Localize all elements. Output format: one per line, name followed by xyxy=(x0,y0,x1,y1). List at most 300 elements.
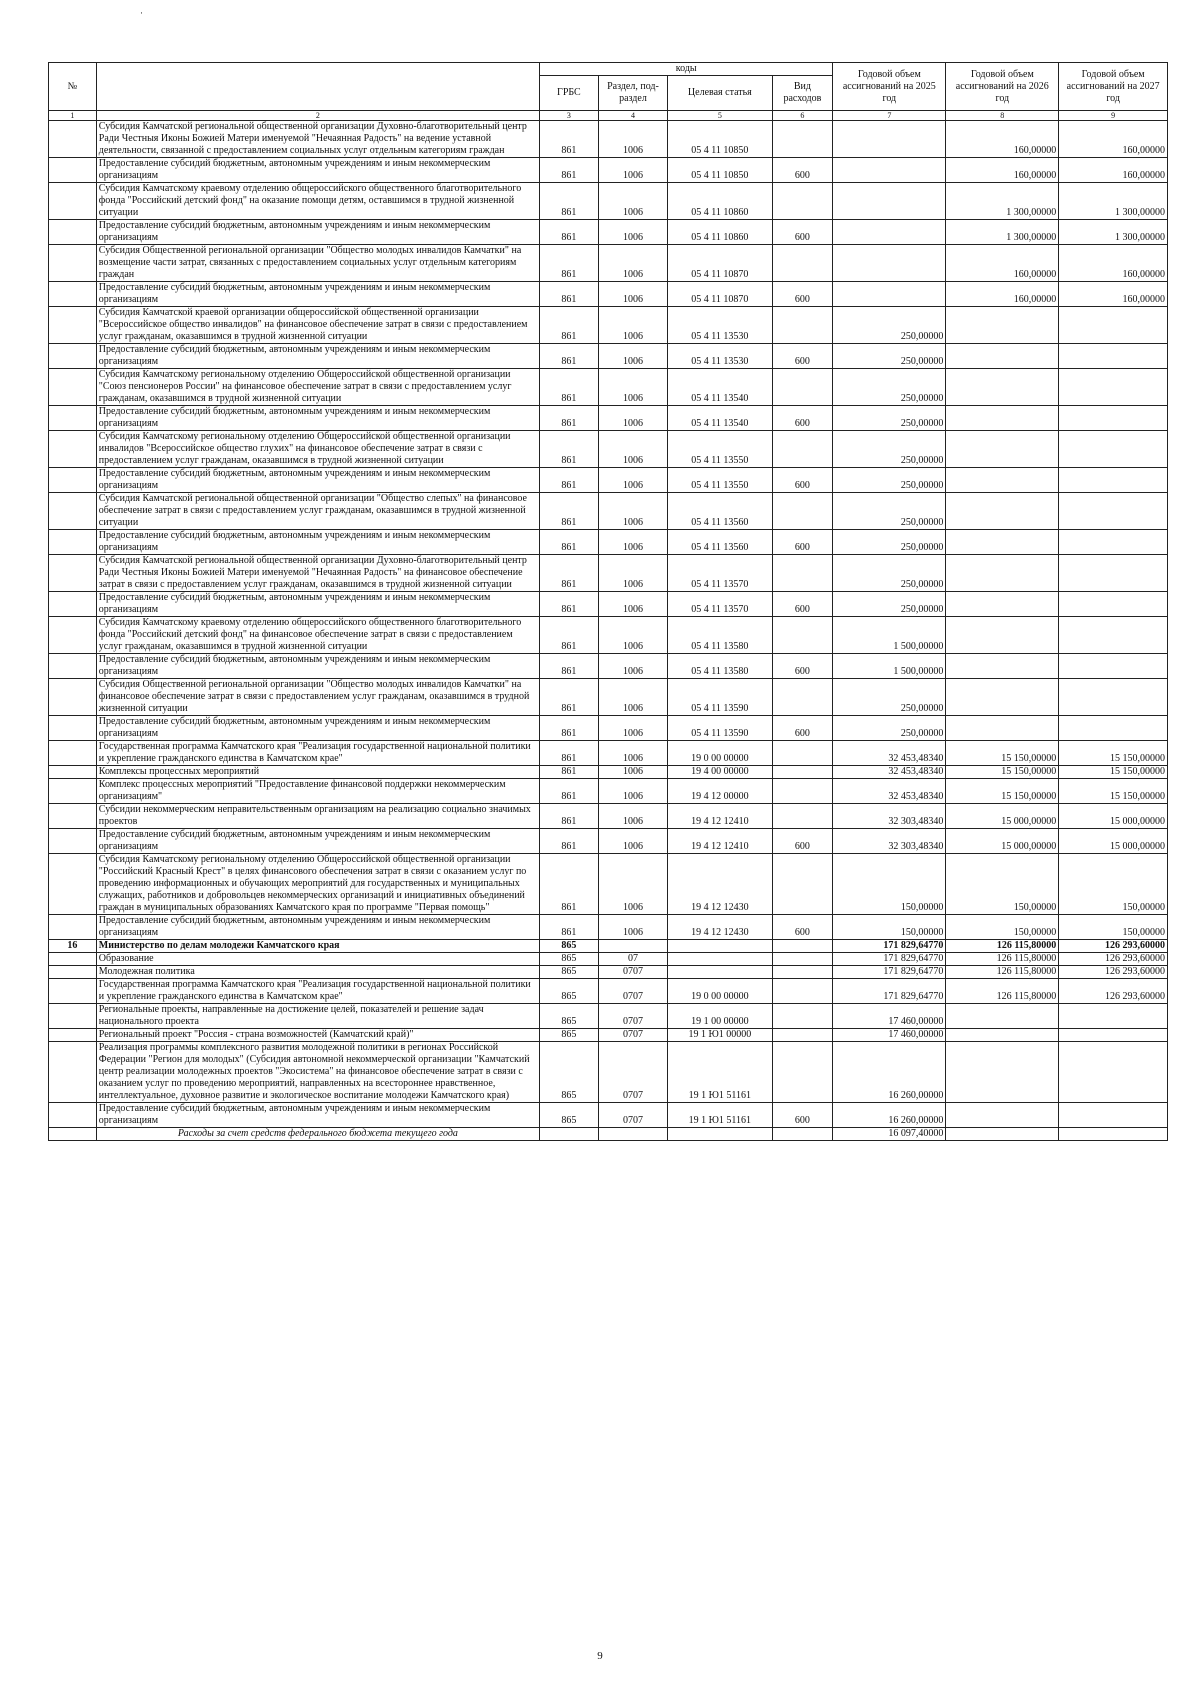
row-razdel: 0707 xyxy=(598,1004,668,1029)
row-name: Предоставление субсидий бюджетным, автономным учреждениям и иным некоммерческим организациям xyxy=(96,406,539,431)
row-vid xyxy=(772,979,833,1004)
row-amount-2027: 126 293,60000 xyxy=(1059,979,1168,1004)
header-2025: Годовой объем ассигнований на 2025 год xyxy=(833,63,946,111)
row-name: Предоставление субсидий бюджетным, автономным учреждениям и иным некоммерческим организациям xyxy=(96,468,539,493)
row-amount-2025: 32 453,48340 xyxy=(833,741,946,766)
row-razdel: 0707 xyxy=(598,1029,668,1042)
row-vid: 600 xyxy=(772,344,833,369)
row-vid xyxy=(772,245,833,282)
row-number xyxy=(49,716,97,741)
row-amount-2027: 160,00000 xyxy=(1059,158,1168,183)
row-amount-2027 xyxy=(1059,617,1168,654)
row-name: Образование xyxy=(96,953,539,966)
row-celevaya: 05 4 11 13580 xyxy=(668,617,772,654)
row-amount-2025: 32 303,48340 xyxy=(833,829,946,854)
row-amount-2026 xyxy=(946,654,1059,679)
row-name: Субсидия Камчатской региональной общественной организации Духовно-благотворительный центр Ради Честныя Иконы Божией Матери именуемой "Нечаянная Радость" на финансовое обеспечение затрат в связи с предоставлением услуг гражданам, оказавшимся в трудной жизненной ситуации xyxy=(96,555,539,592)
row-name: Субсидия Камчатскому региональному отделению Общероссийской общественной организации "Союз пенсионеров России" на финансовое обеспечение затрат в связи с предоставлением услуг гражданам, оказавшимся в трудной жизненной ситуации xyxy=(96,369,539,406)
table-row xyxy=(49,406,1168,431)
row-grbs: 861 xyxy=(540,183,599,220)
row-number xyxy=(49,282,97,307)
row-name: Субсидии некоммерческим неправительственным организациям на реализацию социально значимых проектов xyxy=(96,804,539,829)
row-amount-2025: 17 460,00000 xyxy=(833,1029,946,1042)
row-amount-2027: 1 300,00000 xyxy=(1059,220,1168,245)
row-amount-2026 xyxy=(946,716,1059,741)
row-amount-2026 xyxy=(946,592,1059,617)
row-grbs: 861 xyxy=(540,282,599,307)
table-row xyxy=(49,779,1168,804)
table-row xyxy=(49,766,1168,779)
row-amount-2025: 171 829,64770 xyxy=(833,953,946,966)
row-amount-2027: 160,00000 xyxy=(1059,121,1168,158)
row-amount-2025: 17 460,00000 xyxy=(833,1004,946,1029)
header-grbs: ГРБС xyxy=(540,76,599,111)
col-number: 1 xyxy=(49,111,97,121)
row-grbs: 861 xyxy=(540,779,599,804)
table-row xyxy=(49,183,1168,220)
row-vid: 600 xyxy=(772,592,833,617)
row-amount-2027: 15 150,00000 xyxy=(1059,766,1168,779)
row-vid xyxy=(772,617,833,654)
row-number xyxy=(49,220,97,245)
row-razdel: 1006 xyxy=(598,121,668,158)
row-razdel: 1006 xyxy=(598,344,668,369)
row-amount-2027 xyxy=(1059,493,1168,530)
row-name: Молодежная политика xyxy=(96,966,539,979)
row-amount-2027 xyxy=(1059,431,1168,468)
row-razdel: 1006 xyxy=(598,654,668,679)
row-grbs: 865 xyxy=(540,953,599,966)
row-amount-2027: 150,00000 xyxy=(1059,854,1168,915)
row-vid xyxy=(772,1042,833,1103)
row-amount-2026 xyxy=(946,1128,1059,1141)
table-row xyxy=(49,530,1168,555)
row-amount-2027: 126 293,60000 xyxy=(1059,940,1168,953)
row-number xyxy=(49,915,97,940)
header-num: № xyxy=(49,63,97,111)
row-amount-2026: 15 000,00000 xyxy=(946,804,1059,829)
row-number xyxy=(49,468,97,493)
row-amount-2025 xyxy=(833,220,946,245)
row-number xyxy=(49,1029,97,1042)
row-amount-2027 xyxy=(1059,555,1168,592)
row-amount-2026 xyxy=(946,344,1059,369)
row-celevaya: 19 1 00 00000 xyxy=(668,1004,772,1029)
row-vid: 600 xyxy=(772,468,833,493)
row-razdel: 1006 xyxy=(598,741,668,766)
row-amount-2026: 1 300,00000 xyxy=(946,183,1059,220)
row-amount-2025: 150,00000 xyxy=(833,915,946,940)
row-razdel: 1006 xyxy=(598,220,668,245)
row-celevaya: 19 4 12 12430 xyxy=(668,854,772,915)
row-grbs: 861 xyxy=(540,493,599,530)
row-razdel xyxy=(598,940,668,953)
row-number xyxy=(49,121,97,158)
header-vid: Вид расходов xyxy=(772,76,833,111)
row-grbs: 861 xyxy=(540,468,599,493)
row-razdel: 1006 xyxy=(598,716,668,741)
row-vid xyxy=(772,966,833,979)
table-row xyxy=(49,1103,1168,1128)
row-amount-2026: 15 150,00000 xyxy=(946,779,1059,804)
row-amount-2025 xyxy=(833,158,946,183)
row-amount-2027: 15 000,00000 xyxy=(1059,829,1168,854)
row-amount-2027 xyxy=(1059,716,1168,741)
row-razdel: 0707 xyxy=(598,1103,668,1128)
row-celevaya: 05 4 11 13530 xyxy=(668,307,772,344)
row-name: Государственная программа Камчатского края "Реализация государственной национальной политики и укрепление гражданского единства в Камчатском крае" xyxy=(96,741,539,766)
table-row xyxy=(49,829,1168,854)
table-row xyxy=(49,245,1168,282)
row-number xyxy=(49,183,97,220)
row-name: Субсидия Камчатской региональной общественной организации "Общество слепых" на финансовое обеспечение затрат в связи с предоставлением услуг гражданам, оказавшимся в трудной жизненной ситуации xyxy=(96,493,539,530)
row-vid xyxy=(772,1128,833,1141)
col-number: 5 xyxy=(668,111,772,121)
row-grbs: 861 xyxy=(540,307,599,344)
header-celevaya: Целевая статья xyxy=(668,76,772,111)
row-name: Предоставление субсидий бюджетным, автономным учреждениям и иным некоммерческим организациям xyxy=(96,158,539,183)
row-name: Субсидия Общественной региональной организации "Общество молодых инвалидов Камчатки" на возмещение части затрат, связанных с предоставлением социальных услуг отдельным категориям граждан xyxy=(96,245,539,282)
row-razdel: 1006 xyxy=(598,468,668,493)
row-amount-2026 xyxy=(946,617,1059,654)
row-vid xyxy=(772,1029,833,1042)
row-celevaya: 05 4 11 10870 xyxy=(668,282,772,307)
table-row xyxy=(49,493,1168,530)
col-number: 4 xyxy=(598,111,668,121)
header-razdel: Раздел, под-раздел xyxy=(598,76,668,111)
row-razdel: 1006 xyxy=(598,369,668,406)
row-vid xyxy=(772,953,833,966)
row-celevaya: 05 4 11 13570 xyxy=(668,592,772,617)
row-grbs: 861 xyxy=(540,220,599,245)
row-grbs: 861 xyxy=(540,555,599,592)
row-amount-2026: 150,00000 xyxy=(946,915,1059,940)
row-amount-2027 xyxy=(1059,530,1168,555)
row-number xyxy=(49,617,97,654)
row-amount-2026 xyxy=(946,468,1059,493)
row-grbs: 861 xyxy=(540,829,599,854)
row-amount-2026: 160,00000 xyxy=(946,245,1059,282)
row-name: Государственная программа Камчатского края "Реализация государственной национальной политики и укрепление гражданского единства в Камчатском крае" xyxy=(96,979,539,1004)
row-amount-2027 xyxy=(1059,592,1168,617)
row-amount-2027: 126 293,60000 xyxy=(1059,966,1168,979)
header-2026: Годовой объем ассигнований на 2026 год xyxy=(946,63,1059,111)
row-amount-2026 xyxy=(946,406,1059,431)
row-grbs: 865 xyxy=(540,979,599,1004)
header-codes: коды xyxy=(540,63,833,76)
row-celevaya: 19 4 12 00000 xyxy=(668,779,772,804)
row-razdel: 1006 xyxy=(598,245,668,282)
row-celevaya: 19 0 00 00000 xyxy=(668,979,772,1004)
row-name: Реализация программы комплексного развития молодежной политики в регионах Российской Федерации "Регион для молодых" (Субсидия автономной некоммерческой организации "Камчатский центр реализации молодежных проектов "Экосистема" на финансовое обеспечение затрат в связи с оказанием услуг по проведению мероприятий, направленных на всестороннее нравственное, интеллектуальное, духовное развитие и экологическое воспитание молодежи Камчатского края) xyxy=(96,1042,539,1103)
row-amount-2026 xyxy=(946,1029,1059,1042)
col-number: 6 xyxy=(772,111,833,121)
row-amount-2025: 16 260,00000 xyxy=(833,1103,946,1128)
row-celevaya xyxy=(668,940,772,953)
row-amount-2026 xyxy=(946,369,1059,406)
row-number xyxy=(49,829,97,854)
table-row xyxy=(49,220,1168,245)
row-vid: 600 xyxy=(772,829,833,854)
row-amount-2026: 160,00000 xyxy=(946,282,1059,307)
row-amount-2025 xyxy=(833,121,946,158)
row-number xyxy=(49,307,97,344)
row-celevaya xyxy=(668,953,772,966)
row-amount-2027: 1 300,00000 xyxy=(1059,183,1168,220)
row-grbs: 861 xyxy=(540,915,599,940)
table-row xyxy=(49,158,1168,183)
row-name: Комплексы процессных мероприятий xyxy=(96,766,539,779)
table-row xyxy=(49,854,1168,915)
row-vid xyxy=(772,555,833,592)
row-amount-2025: 250,00000 xyxy=(833,307,946,344)
row-number xyxy=(49,530,97,555)
table-row xyxy=(49,966,1168,979)
col-number: 8 xyxy=(946,111,1059,121)
row-razdel: 1006 xyxy=(598,915,668,940)
row-amount-2026 xyxy=(946,1042,1059,1103)
row-celevaya xyxy=(668,966,772,979)
row-amount-2027 xyxy=(1059,1103,1168,1128)
row-vid xyxy=(772,1004,833,1029)
row-amount-2027 xyxy=(1059,1029,1168,1042)
row-number xyxy=(49,966,97,979)
row-name: Предоставление субсидий бюджетным, автономным учреждениям и иным некоммерческим организациям xyxy=(96,654,539,679)
row-grbs: 861 xyxy=(540,592,599,617)
row-name: Предоставление субсидий бюджетным, автономным учреждениям и иным некоммерческим организациям xyxy=(96,915,539,940)
row-celevaya: 05 4 11 10870 xyxy=(668,245,772,282)
row-vid: 600 xyxy=(772,530,833,555)
row-razdel: 0707 xyxy=(598,1042,668,1103)
row-amount-2025 xyxy=(833,282,946,307)
row-vid xyxy=(772,307,833,344)
row-number xyxy=(49,1042,97,1103)
row-razdel: 1006 xyxy=(598,406,668,431)
row-amount-2025: 1 500,00000 xyxy=(833,617,946,654)
row-celevaya: 05 4 11 13590 xyxy=(668,679,772,716)
row-number xyxy=(49,741,97,766)
row-number xyxy=(49,679,97,716)
row-name: Субсидия Общественной региональной организации "Общество молодых инвалидов Камчатки" на финансовое обеспечение затрат в связи с предоставлением услуг гражданам, оказавшимся в трудной жизненной ситуации xyxy=(96,679,539,716)
header-2027: Годовой объем ассигнований на 2027 год xyxy=(1059,63,1168,111)
row-vid xyxy=(772,779,833,804)
row-amount-2027 xyxy=(1059,1004,1168,1029)
row-amount-2025: 250,00000 xyxy=(833,431,946,468)
row-number xyxy=(49,654,97,679)
row-vid: 600 xyxy=(772,716,833,741)
row-grbs: 861 xyxy=(540,804,599,829)
table-row xyxy=(49,344,1168,369)
row-name: Субсидия Камчатскому региональному отделению Общероссийской общественной организации "Российский Красный Крест" в целях финансового обеспечения затрат в связи с оказанием услуг по проведению информационных и обучающих мероприятий для государственных и муниципальных служащих, работников и добровольцев некоммерческих организаций и инициативных объединений граждан в муниципальных образованиях Камчатского края по программе "Первая помощь" xyxy=(96,854,539,915)
row-celevaya: 19 4 12 12410 xyxy=(668,829,772,854)
row-amount-2025: 250,00000 xyxy=(833,369,946,406)
table-row xyxy=(49,915,1168,940)
row-name: Предоставление субсидий бюджетным, автономным учреждениям и иным некоммерческим организациям xyxy=(96,592,539,617)
table-row xyxy=(49,431,1168,468)
row-celevaya: 05 4 11 13550 xyxy=(668,431,772,468)
row-celevaya: 05 4 11 10860 xyxy=(668,183,772,220)
row-vid: 600 xyxy=(772,220,833,245)
row-amount-2025: 32 453,48340 xyxy=(833,766,946,779)
row-razdel: 1006 xyxy=(598,804,668,829)
row-vid xyxy=(772,121,833,158)
row-amount-2026 xyxy=(946,431,1059,468)
row-razdel: 1006 xyxy=(598,158,668,183)
row-amount-2027 xyxy=(1059,406,1168,431)
row-amount-2025: 171 829,64770 xyxy=(833,966,946,979)
row-number xyxy=(49,953,97,966)
row-name: Региональные проекты, направленные на достижение целей, показателей и решение задач национального проекта xyxy=(96,1004,539,1029)
row-grbs: 865 xyxy=(540,1103,599,1128)
table-row xyxy=(49,1029,1168,1042)
row-amount-2027 xyxy=(1059,468,1168,493)
row-amount-2025: 16 260,00000 xyxy=(833,1042,946,1103)
row-celevaya: 05 4 11 13560 xyxy=(668,493,772,530)
row-celevaya xyxy=(668,1128,772,1141)
row-vid xyxy=(772,183,833,220)
page-number: 9 xyxy=(597,1650,603,1662)
table-row xyxy=(49,804,1168,829)
row-amount-2025: 250,00000 xyxy=(833,555,946,592)
row-grbs: 861 xyxy=(540,344,599,369)
table-row xyxy=(49,468,1168,493)
row-vid xyxy=(772,369,833,406)
row-razdel: 1006 xyxy=(598,779,668,804)
row-name: Субсидия Камчатскому региональному отделению Общероссийской общественной организации инвалидов "Всероссийское общество глухих" на финансовое обеспечение затрат в связи с предоставлением услуг гражданам, оказавшимся в трудной жизненной ситуации xyxy=(96,431,539,468)
row-amount-2026 xyxy=(946,679,1059,716)
row-vid: 600 xyxy=(772,282,833,307)
row-name: Министерство по делам молодежи Камчатского края xyxy=(96,940,539,953)
row-number xyxy=(49,158,97,183)
row-razdel: 1006 xyxy=(598,183,668,220)
row-celevaya: 05 4 11 10860 xyxy=(668,220,772,245)
row-amount-2025: 250,00000 xyxy=(833,530,946,555)
row-celevaya: 19 4 12 12410 xyxy=(668,804,772,829)
row-grbs: 861 xyxy=(540,741,599,766)
col-number: 2 xyxy=(96,111,539,121)
row-amount-2026 xyxy=(946,1103,1059,1128)
row-razdel: 1006 xyxy=(598,555,668,592)
table-row xyxy=(49,617,1168,654)
row-grbs: 861 xyxy=(540,245,599,282)
row-razdel: 0707 xyxy=(598,979,668,1004)
row-name: Субсидия Камчатской региональной общественной организации Духовно-благотворительный центр Ради Честныя Иконы Божией Матери именуемой "Нечаянная Радость" на ведение уставной деятельности, связанной с предоставлением социальных услуг отдельным категориям граждан xyxy=(96,121,539,158)
table-row xyxy=(49,1042,1168,1103)
row-celevaya: 05 4 11 10850 xyxy=(668,158,772,183)
row-razdel: 1006 xyxy=(598,592,668,617)
row-number: 16 xyxy=(49,940,97,953)
row-vid xyxy=(772,741,833,766)
row-amount-2027 xyxy=(1059,1042,1168,1103)
header-name xyxy=(96,63,539,111)
col-number: 9 xyxy=(1059,111,1168,121)
budget-table xyxy=(48,62,1168,1141)
row-number xyxy=(49,493,97,530)
row-vid: 600 xyxy=(772,915,833,940)
row-celevaya: 19 0 00 00000 xyxy=(668,741,772,766)
table-row xyxy=(49,121,1168,158)
row-amount-2027 xyxy=(1059,307,1168,344)
row-amount-2025: 250,00000 xyxy=(833,679,946,716)
table-row xyxy=(49,1004,1168,1029)
row-grbs: 865 xyxy=(540,1029,599,1042)
scan-mark: · xyxy=(140,8,143,18)
row-grbs: 861 xyxy=(540,766,599,779)
row-name: Предоставление субсидий бюджетным, автономным учреждениям и иным некоммерческим организациям xyxy=(96,530,539,555)
row-razdel: 1006 xyxy=(598,679,668,716)
row-amount-2026: 15 150,00000 xyxy=(946,766,1059,779)
row-number xyxy=(49,344,97,369)
row-grbs: 861 xyxy=(540,158,599,183)
row-amount-2026: 126 115,80000 xyxy=(946,966,1059,979)
row-celevaya: 05 4 11 13590 xyxy=(668,716,772,741)
table-row xyxy=(49,979,1168,1004)
row-amount-2027 xyxy=(1059,654,1168,679)
row-grbs: 861 xyxy=(540,369,599,406)
row-razdel: 1006 xyxy=(598,530,668,555)
row-name: Региональный проект "Россия - страна возможностей (Камчатский край)" xyxy=(96,1029,539,1042)
table-row xyxy=(49,953,1168,966)
row-number xyxy=(49,406,97,431)
row-number xyxy=(49,979,97,1004)
table-row xyxy=(49,307,1168,344)
row-number xyxy=(49,854,97,915)
row-amount-2025: 171 829,64770 xyxy=(833,940,946,953)
row-celevaya: 05 4 11 13580 xyxy=(668,654,772,679)
row-amount-2027: 15 150,00000 xyxy=(1059,779,1168,804)
row-celevaya: 19 1 Ю1 00000 xyxy=(668,1029,772,1042)
table-body xyxy=(49,121,1168,1141)
budget-table-sheet xyxy=(48,62,1168,1141)
row-amount-2026: 160,00000 xyxy=(946,158,1059,183)
row-amount-2025: 171 829,64770 xyxy=(833,979,946,1004)
col-number: 7 xyxy=(833,111,946,121)
row-razdel: 1006 xyxy=(598,854,668,915)
row-grbs: 865 xyxy=(540,940,599,953)
row-amount-2025: 250,00000 xyxy=(833,716,946,741)
row-vid xyxy=(772,854,833,915)
row-celevaya: 19 1 Ю1 51161 xyxy=(668,1103,772,1128)
row-grbs: 865 xyxy=(540,1042,599,1103)
row-amount-2025: 150,00000 xyxy=(833,854,946,915)
row-vid xyxy=(772,679,833,716)
row-celevaya: 05 4 11 13530 xyxy=(668,344,772,369)
row-number xyxy=(49,555,97,592)
row-amount-2026 xyxy=(946,530,1059,555)
table-row xyxy=(49,679,1168,716)
row-amount-2025: 250,00000 xyxy=(833,468,946,493)
row-name: Предоставление субсидий бюджетным, автономным учреждениям и иным некоммерческим организациям xyxy=(96,282,539,307)
row-amount-2025: 250,00000 xyxy=(833,592,946,617)
row-razdel: 1006 xyxy=(598,307,668,344)
row-celevaya: 05 4 11 13550 xyxy=(668,468,772,493)
table-row xyxy=(49,654,1168,679)
row-razdel: 07 xyxy=(598,953,668,966)
row-amount-2026 xyxy=(946,493,1059,530)
row-grbs xyxy=(540,1128,599,1141)
row-name: Предоставление субсидий бюджетным, автономным учреждениям и иным некоммерческим организациям xyxy=(96,716,539,741)
row-amount-2026: 160,00000 xyxy=(946,121,1059,158)
row-razdel: 1006 xyxy=(598,282,668,307)
row-amount-2027: 150,00000 xyxy=(1059,915,1168,940)
col-number: 3 xyxy=(540,111,599,121)
row-name: Субсидия Камчатскому краевому отделению общероссийского общественного благотворительного фонда "Российский детский фонд" на финансовое обеспечение затрат в связи с предоставлением услуг гражданам, оказавшимся в трудной жизненной ситуации xyxy=(96,617,539,654)
row-name: Комплекс процессных мероприятий "Предоставление финансовой поддержки некоммерческим организациям" xyxy=(96,779,539,804)
row-razdel: 1006 xyxy=(598,431,668,468)
row-amount-2026: 126 115,80000 xyxy=(946,953,1059,966)
row-amount-2027: 126 293,60000 xyxy=(1059,953,1168,966)
table-row xyxy=(49,592,1168,617)
